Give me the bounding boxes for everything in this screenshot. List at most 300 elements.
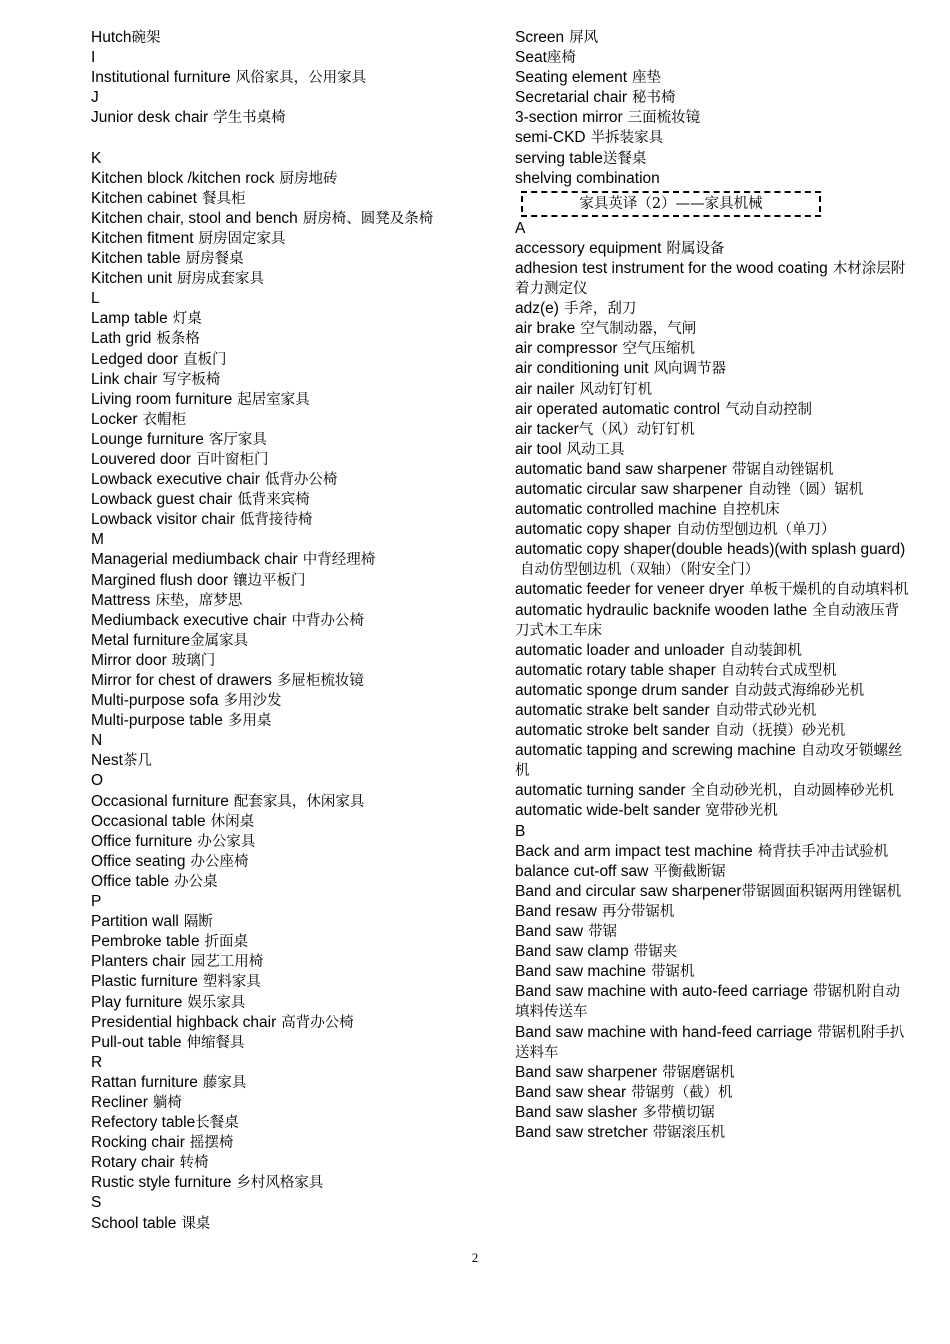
- chinese-translation: 自动锉（圆）锯机: [747, 481, 864, 498]
- chinese-translation: 藤家具: [202, 1074, 247, 1091]
- chinese-translation: 自控机床: [721, 502, 780, 519]
- english-term: Mattress: [91, 591, 151, 609]
- glossary-entry: [515, 842, 910, 862]
- glossary-entry: [515, 942, 910, 962]
- chinese-translation: 自动转台式成型机: [720, 662, 837, 679]
- glossary-entry: [91, 993, 496, 1013]
- chinese-translation: 风俗家具，公用家具: [235, 70, 367, 87]
- chinese-translation: 衣帽柜: [142, 411, 187, 428]
- english-term: Pull-out table: [91, 1033, 182, 1051]
- english-term: Band saw machine with hand-feed carriage: [515, 1023, 813, 1041]
- english-term: automatic strake belt sander: [515, 702, 710, 719]
- chinese-translation: 低背来宾椅: [237, 492, 310, 509]
- english-term: Lowback executive chair: [91, 471, 260, 489]
- english-term: air nailer: [515, 380, 575, 398]
- right-top-list: [515, 28, 910, 189]
- glossary-entry: [515, 1023, 910, 1063]
- english-term: Band and circular saw sharpener: [515, 882, 742, 900]
- section-heading-box: [521, 191, 821, 217]
- chinese-translation: 百叶窗柜门: [195, 451, 269, 468]
- chinese-translation: 宽带砂光机: [705, 803, 778, 820]
- english-term: automatic band saw sharpener: [515, 460, 727, 478]
- chinese-translation: 全自动砂光机，自动圆棒砂光机: [690, 783, 894, 800]
- english-term: Presidential highback chair: [91, 1013, 277, 1031]
- english-term: Lounge furniture: [91, 430, 204, 448]
- english-term: Multi-purpose table: [91, 712, 223, 730]
- english-term: Occasional table: [91, 812, 206, 830]
- chinese-translation: 带锯磨锯机: [662, 1064, 735, 1081]
- english-term: Partition wall: [91, 913, 179, 931]
- chinese-translation: 中背经理椅: [302, 552, 376, 569]
- english-term: serving table: [515, 149, 603, 167]
- chinese-translation: 板条格: [156, 331, 200, 348]
- english-term: Rattan furniture: [91, 1073, 198, 1091]
- english-term: automatic turning sander: [515, 782, 686, 800]
- chinese-translation: 空气制动器，气闸: [580, 321, 697, 338]
- glossary-entry: [91, 68, 496, 88]
- glossary-entry: [515, 339, 910, 359]
- english-term: Rotary chair: [91, 1154, 175, 1172]
- chinese-translation: 园艺工用椅: [190, 954, 264, 971]
- english-term: R: [91, 1053, 103, 1071]
- english-term: Louvered door: [91, 450, 191, 468]
- glossary-entry: [91, 1173, 496, 1193]
- chinese-translation: 厨房餐桌: [185, 251, 244, 268]
- glossary-entry: [91, 209, 496, 229]
- glossary-entry: [91, 872, 496, 892]
- english-term: Kitchen fitment: [91, 229, 194, 247]
- glossary-entry: [515, 922, 910, 942]
- english-term: automatic feeder for veneer dryer: [515, 581, 745, 599]
- glossary-entry: [515, 520, 910, 540]
- chinese-translation: 灯桌: [172, 311, 202, 328]
- chinese-translation: 风动工具: [566, 441, 625, 458]
- letter-heading: [91, 1193, 496, 1213]
- english-term: automatic stroke belt sander: [515, 722, 710, 740]
- chinese-translation: 屏风: [569, 30, 599, 46]
- english-term: School table: [91, 1214, 177, 1232]
- english-term: Junior desk chair: [91, 109, 209, 127]
- letter-heading: [91, 289, 496, 309]
- english-term: air operated automatic control: [515, 400, 721, 418]
- chinese-translation: 三面梳妆镜: [627, 110, 701, 127]
- chinese-translation: 座垫: [632, 70, 662, 87]
- glossary-entry: [91, 972, 496, 992]
- glossary-entry: [91, 671, 496, 691]
- glossary-entry: [91, 108, 496, 128]
- english-term: A: [515, 219, 526, 237]
- glossary-entry: [515, 299, 910, 319]
- english-term: balance cut-off saw: [515, 862, 649, 880]
- glossary-entry: [515, 319, 910, 339]
- chinese-translation: 自动（抚摸）砂光机: [714, 723, 846, 740]
- chinese-translation: 多屉柜梳妆镜: [276, 673, 364, 689]
- glossary-entry: [91, 832, 496, 852]
- chinese-translation: 多用桌: [227, 713, 272, 730]
- english-term: automatic sponge drum sander: [515, 681, 729, 699]
- glossary-entry: [515, 108, 910, 128]
- chinese-translation: 单板干燥机的自动填料机: [749, 582, 909, 599]
- chinese-translation: 低背接待椅: [239, 512, 313, 529]
- chinese-translation: 带锯滚压机: [652, 1124, 726, 1141]
- glossary-entry: [91, 390, 496, 410]
- english-term: Lowback visitor chair: [91, 511, 235, 529]
- chinese-translation: 写字板椅: [162, 371, 221, 388]
- chinese-translation: 金属家具: [190, 632, 249, 649]
- chinese-translation: 办公家具: [197, 833, 256, 850]
- section-heading: 家具英译（2）——家具机械: [579, 195, 763, 212]
- right-bottom-list: [515, 219, 910, 1143]
- glossary-entry: [91, 591, 496, 611]
- chinese-translation: 学生书桌椅: [213, 110, 286, 127]
- english-term: Back and arm impact test machine: [515, 842, 753, 860]
- english-term: automatic circular saw sharpener: [515, 480, 743, 498]
- english-term: Ledged door: [91, 350, 179, 368]
- right-column: [515, 28, 910, 1143]
- english-term: automatic copy shaper(double heads)(with splash guard): [515, 541, 906, 559]
- english-term: Band saw sharpener: [515, 1063, 658, 1081]
- english-term: adz(e): [515, 300, 559, 318]
- chinese-translation: 厨房地砖: [279, 170, 338, 187]
- glossary-entry: [91, 249, 496, 269]
- english-term: J: [91, 89, 99, 107]
- chinese-translation: 带锯机附手扒送料车: [515, 1024, 905, 1061]
- chinese-translation: 带锯剪（截）机: [631, 1084, 733, 1101]
- english-term: P: [91, 893, 102, 911]
- chinese-translation: 直板门: [183, 351, 227, 368]
- glossary-entry: [91, 450, 496, 470]
- glossary-entry: [91, 269, 496, 289]
- english-term: Band saw machine with auto-feed carriage: [515, 983, 808, 1001]
- glossary-entry: [91, 1153, 496, 1173]
- chinese-translation: 起居室家具: [237, 391, 310, 408]
- chinese-translation: 高背办公椅: [281, 1014, 354, 1031]
- glossary-entry: [515, 460, 910, 480]
- chinese-translation: 手斧，刮刀: [563, 301, 637, 318]
- glossary-entry: [515, 169, 910, 189]
- chinese-translation: 自动装卸机: [729, 642, 802, 659]
- chinese-translation: 带锯夹: [633, 944, 678, 961]
- letter-heading: [91, 530, 496, 550]
- english-term: Locker: [91, 410, 138, 428]
- english-term: accessory equipment: [515, 239, 662, 257]
- glossary-entry: [91, 370, 496, 390]
- english-term: 3-section mirror: [515, 109, 623, 127]
- letter-heading: [91, 88, 496, 108]
- chinese-translation: 座椅: [546, 50, 576, 67]
- chinese-translation: 厨房成套家具: [177, 271, 264, 288]
- chinese-translation: 自动仿型刨边机（单刀）: [675, 522, 836, 539]
- english-term: Band saw machine: [515, 963, 646, 981]
- chinese-translation: 带锯机: [650, 964, 695, 981]
- chinese-translation: 茶几: [122, 753, 152, 770]
- english-term: Office furniture: [91, 832, 193, 850]
- chinese-translation: 镶边平板门: [233, 572, 306, 589]
- glossary-entry: [91, 470, 496, 490]
- english-term: Managerial mediumback chair: [91, 551, 298, 569]
- chinese-translation: 秘书椅: [632, 90, 676, 107]
- glossary-entry: [91, 189, 496, 209]
- left-column: [91, 28, 496, 1234]
- glossary-entry: [91, 651, 496, 671]
- english-term: automatic tapping and screwing machine: [515, 742, 796, 760]
- chinese-translation: 带锯自动锉锯机: [731, 461, 834, 478]
- letter-heading: [515, 219, 910, 239]
- english-term: Lath grid: [91, 330, 152, 348]
- english-term: Kitchen cabinet: [91, 189, 197, 207]
- blank-line: [91, 128, 496, 148]
- chinese-translation: 休闲桌: [210, 813, 255, 830]
- english-term: Rustic style furniture: [91, 1174, 232, 1192]
- glossary-entry: [515, 239, 910, 259]
- letter-heading: [91, 149, 496, 169]
- chinese-translation: 全自动液压背刀式木工车床: [515, 602, 900, 639]
- english-term: Pembroke table: [91, 933, 200, 951]
- glossary-entry: [515, 28, 910, 48]
- glossary-entry: [515, 641, 910, 661]
- english-term: adhesion test instrument for the wood coating: [515, 259, 828, 277]
- chinese-translation: 客厅家具: [208, 431, 267, 448]
- glossary-entry: [515, 259, 910, 299]
- glossary-entry: [515, 149, 910, 169]
- english-term: M: [91, 531, 104, 549]
- english-term: air brake: [515, 320, 576, 338]
- chinese-translation: 多带横切锯: [642, 1104, 715, 1121]
- chinese-translation: 塑料家具: [202, 974, 261, 991]
- glossary-entry: [91, 1093, 496, 1113]
- english-term: Mirror for chest of drawers: [91, 672, 272, 689]
- english-term: Office table: [91, 872, 170, 890]
- glossary-entry: [515, 661, 910, 681]
- english-term: L: [91, 290, 100, 308]
- english-term: air tacker: [515, 420, 579, 438]
- english-term: Band saw stretcher: [515, 1123, 648, 1141]
- glossary-entry: [91, 229, 496, 249]
- chinese-translation: 办公桌: [174, 873, 218, 890]
- glossary-entry: [91, 1133, 496, 1153]
- english-term: Kitchen chair, stool and bench: [91, 209, 298, 227]
- english-term: Nest: [91, 752, 123, 770]
- english-term: Link chair: [91, 370, 158, 388]
- english-term: Living room furniture: [91, 390, 233, 408]
- english-term: air tool: [515, 440, 562, 458]
- glossary-entry: [91, 812, 496, 832]
- chinese-translation: 躺椅: [152, 1094, 182, 1111]
- glossary-entry: [91, 751, 496, 771]
- chinese-translation: 椅背扶手冲击试验机: [757, 843, 889, 860]
- chinese-translation: 摇摆椅: [189, 1135, 234, 1152]
- glossary-entry: [91, 1113, 496, 1133]
- english-term: Play furniture: [91, 993, 183, 1011]
- english-term: air compressor: [515, 340, 618, 358]
- glossary-entry: [515, 681, 910, 701]
- english-term: Kitchen block /kitchen rock: [91, 169, 275, 187]
- glossary-entry: [91, 611, 496, 631]
- english-term: Occasional furniture: [91, 792, 229, 810]
- chinese-translation: 带锯: [588, 924, 618, 941]
- glossary-entry: [515, 359, 910, 379]
- chinese-translation: 中背办公椅: [291, 612, 365, 629]
- chinese-translation: 送餐桌: [602, 150, 647, 167]
- chinese-translation: 长餐桌: [195, 1115, 239, 1132]
- glossary-entry: [91, 510, 496, 530]
- english-term: semi-CKD: [515, 129, 586, 147]
- glossary-entry: [91, 691, 496, 711]
- chinese-translation: 转椅: [179, 1155, 209, 1172]
- glossary-entry: [515, 781, 910, 801]
- glossary-entry: [91, 410, 496, 430]
- glossary-entry: [91, 912, 496, 932]
- glossary-entry: [91, 309, 496, 329]
- glossary-entry: [91, 711, 496, 731]
- chinese-translation: 隔断: [183, 914, 213, 931]
- chinese-translation: 多用沙发: [223, 693, 282, 710]
- chinese-translation: 自动鼓式海绵砂光机: [733, 682, 865, 699]
- chinese-translation: 乡村风格家具: [236, 1175, 324, 1192]
- english-term: Seat: [515, 49, 547, 67]
- glossary-entry: [515, 88, 910, 108]
- english-term: Plastic furniture: [91, 973, 198, 991]
- english-term: automatic wide-belt sander: [515, 802, 701, 820]
- chinese-translation: 附属设备: [666, 240, 725, 257]
- chinese-translation: 自动带式砂光机: [714, 703, 817, 719]
- chinese-translation: 平衡截断锯: [653, 863, 726, 880]
- glossary-entry: [91, 350, 496, 370]
- glossary-entry: [91, 1033, 496, 1053]
- chinese-translation: 带锯机附自动填料传送车: [515, 984, 900, 1021]
- english-term: Secretarial chair: [515, 89, 627, 107]
- glossary-entry: [91, 631, 496, 651]
- glossary-entry: [91, 169, 496, 189]
- chinese-translation: 床垫，席梦思: [155, 592, 243, 609]
- chinese-translation: 厨房固定家具: [198, 230, 286, 247]
- english-term: Seating element: [515, 69, 628, 87]
- english-term: Mirror door: [91, 651, 167, 669]
- english-term: automatic rotary table shaper: [515, 661, 716, 679]
- chinese-translation: 半拆装家具: [590, 130, 664, 147]
- letter-heading: [91, 892, 496, 912]
- english-term: Kitchen unit: [91, 270, 172, 288]
- english-term: Band resaw: [515, 902, 597, 920]
- english-term: N: [91, 732, 103, 750]
- glossary-entry: [91, 792, 496, 812]
- glossary-entry: [515, 902, 910, 922]
- glossary-entry: [515, 580, 910, 600]
- english-term: S: [91, 1194, 102, 1212]
- glossary-entry: [515, 420, 910, 440]
- glossary-entry: [515, 68, 910, 88]
- chinese-translation: 气动自动控制: [725, 401, 813, 418]
- letter-heading: [91, 48, 496, 68]
- english-term: Band saw shear: [515, 1083, 627, 1101]
- glossary-entry: [515, 380, 910, 400]
- chinese-translation: 再分带锯机: [601, 903, 675, 920]
- english-term: Screen: [515, 29, 565, 46]
- chinese-translation: 木材涂层附着力测定仪: [515, 260, 906, 298]
- glossary-entry: [91, 932, 496, 952]
- chinese-translation: 带锯圆面积锯两用锉锯机: [741, 883, 902, 900]
- english-term: Planters chair: [91, 953, 186, 971]
- letter-heading: [515, 822, 910, 842]
- chinese-translation: 自动攻牙锁螺丝机: [515, 743, 903, 780]
- english-term: Band saw: [515, 923, 584, 941]
- glossary-entry: [515, 48, 910, 68]
- glossary-entry: [515, 440, 910, 460]
- glossary-entry: [515, 801, 910, 821]
- english-term: automatic hydraulic backnife wooden lathe: [515, 601, 808, 619]
- glossary-entry: [91, 1013, 496, 1033]
- english-term: Multi-purpose sofa: [91, 692, 219, 710]
- glossary-entry: [515, 480, 910, 500]
- chinese-translation: 课桌: [181, 1215, 211, 1232]
- chinese-translation: 折面桌: [204, 934, 249, 951]
- glossary-entry: [91, 490, 496, 510]
- english-term: O: [91, 772, 104, 790]
- chinese-translation: 风向调节器: [653, 361, 727, 378]
- english-term: I: [91, 49, 96, 67]
- english-term: automatic loader and unloader: [515, 641, 725, 659]
- glossary-entry: [515, 1123, 910, 1143]
- english-term: Metal furniture: [91, 631, 191, 649]
- glossary-entry: [91, 1073, 496, 1093]
- english-term: B: [515, 822, 526, 840]
- glossary-entry: [515, 882, 910, 902]
- english-term: Kitchen table: [91, 250, 181, 268]
- chinese-translation: 空气压缩机: [622, 341, 695, 358]
- english-term: automatic copy shaper: [515, 521, 671, 539]
- english-term: Margined flush door: [91, 571, 228, 589]
- glossary-entry: [91, 571, 496, 591]
- glossary-entry: [515, 1063, 910, 1083]
- english-term: Hutch: [91, 29, 132, 46]
- english-term: Band saw clamp: [515, 943, 629, 961]
- glossary-entry: [91, 952, 496, 972]
- glossary-entry: [515, 741, 910, 781]
- english-term: Recliner: [91, 1093, 148, 1111]
- chinese-translation: 自动仿型刨边机（双轴）（附安全门）: [520, 562, 760, 579]
- letter-heading: [91, 1053, 496, 1073]
- chinese-translation: 碗架: [131, 30, 161, 46]
- english-term: Rocking chair: [91, 1134, 185, 1152]
- english-term: K: [91, 149, 102, 167]
- english-term: Refectory table: [91, 1114, 196, 1132]
- glossary-entry: [515, 701, 910, 721]
- letter-heading: [91, 731, 496, 751]
- chinese-translation: 风动钉钉机: [579, 381, 652, 398]
- glossary-entry: [91, 852, 496, 872]
- glossary-entry: [515, 400, 910, 420]
- english-term: Lowback guest chair: [91, 491, 233, 509]
- glossary-entry: [515, 1083, 910, 1103]
- english-term: Lamp table: [91, 310, 168, 328]
- glossary-entry: [515, 1103, 910, 1123]
- glossary-entry: [91, 1214, 496, 1234]
- page-number: 2: [471, 1250, 479, 1265]
- glossary-entry: [515, 721, 910, 741]
- chinese-translation: 低背办公椅: [264, 472, 338, 489]
- glossary-entry: [515, 601, 910, 641]
- chinese-translation: 办公座椅: [190, 853, 249, 870]
- glossary-entry: [91, 28, 496, 48]
- glossary-entry: [515, 962, 910, 982]
- chinese-translation: 气（风）动钉钉机: [578, 421, 695, 438]
- glossary-entry: [91, 329, 496, 349]
- english-term: air conditioning unit: [515, 360, 649, 378]
- glossary-entry: [515, 862, 910, 882]
- english-term: Office seating: [91, 852, 186, 870]
- chinese-translation: 伸缩餐具: [186, 1034, 245, 1051]
- letter-heading: [91, 771, 496, 791]
